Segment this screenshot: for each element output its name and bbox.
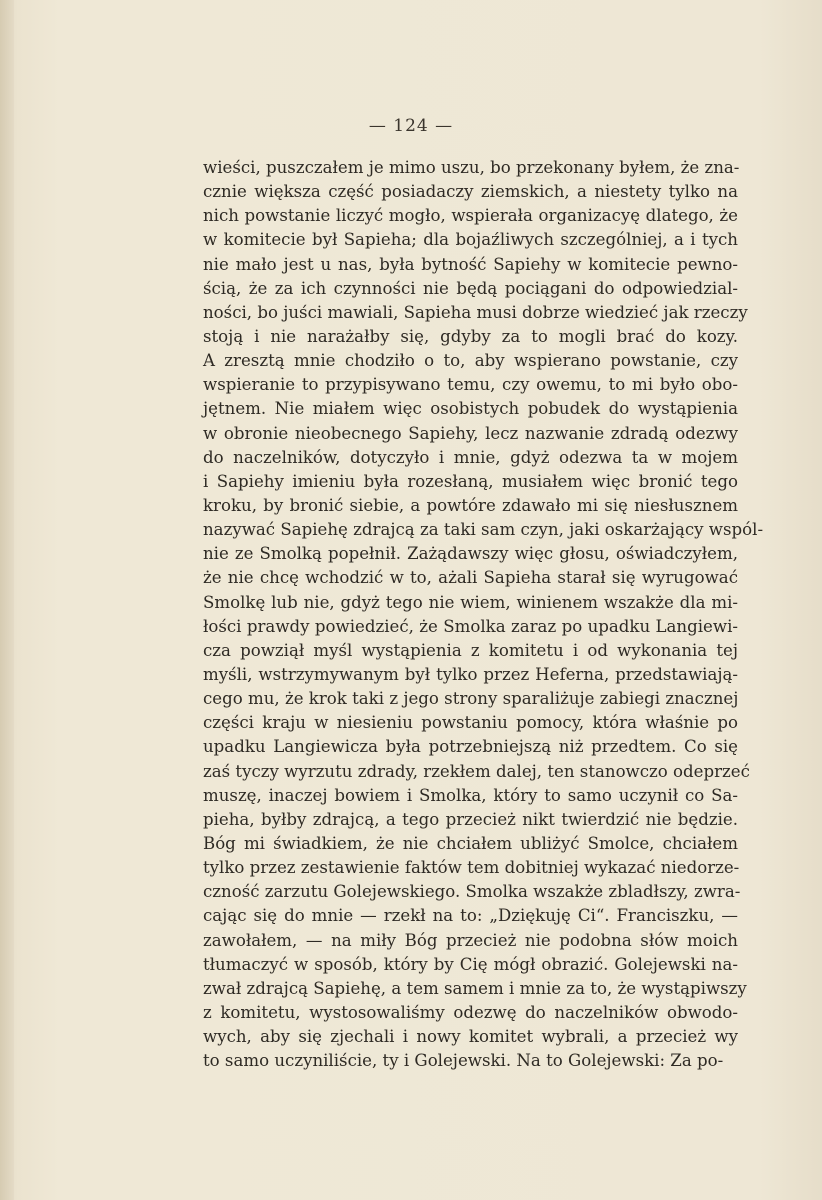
text-line: myśli, wstrzymywanym był tylko przez Heferna, przedstawiają- — [203, 664, 738, 684]
text-line: muszę, inaczej bowiem i Smolka, który to samo uczynił co Sa- — [203, 785, 738, 805]
text-line: tłumaczyć w sposób, który by Cię mógł obrazić. Golejewski na- — [203, 954, 738, 974]
text-line: stoją i nie narażałby się, gdyby za to mogli brać do kozy. — [203, 326, 738, 346]
text-line: zwał zdrajcą Sapiehę, a tem samem i mnie za to, że wystąpiwszy — [203, 978, 747, 998]
page-binding-edge — [0, 0, 14, 1200]
text-line: nie mało jest u nas, była bytność Sapiehy w komitecie pewno- — [203, 254, 738, 274]
text-line: zawołałem, — na miły Bóg przecież nie podobna słów moich — [203, 930, 738, 950]
page-number-header: — 124 — — [368, 116, 454, 136]
text-line: czność zarzutu Golejewskiego. Smolka wszakże zbladłszy, zwra- — [203, 882, 741, 902]
text-line: łości prawdy powiedzieć, że Smolka zaraz po upadku Langiewi- — [203, 616, 738, 636]
text-line: kroku, by bronić siebie, a powtóre zdawało mi się niesłusznem — [203, 495, 738, 515]
text-line: cego mu, że krok taki z jego strony sparaliżuje zabiegi znacznej — [203, 689, 739, 709]
text-line: zaś tyczy wyrzutu zdrady, rzekłem dalej, ten stanowczo odeprzeć — [203, 761, 750, 781]
text-line: i Sapiehy imieniu była rozesłaną, musiałem więc bronić tego — [203, 471, 738, 491]
text-line: ności, bo juści mawiali, Sapieha musi dobrze wiedzieć jak rzeczy — [203, 302, 748, 322]
text-line: cza powziął myśl wystąpienia z komitetu i od wykonania tej — [203, 640, 738, 660]
text-line: jętnem. Nie miałem więc osobistych pobudek do wystąpienia — [203, 399, 738, 419]
text-line: ścią, że za ich czynności nie będą pociągani do odpowiedzial- — [203, 278, 738, 298]
body-text — [203, 156, 764, 1073]
text-line: części kraju w niesieniu powstaniu pomocy, która właśnie po — [203, 713, 738, 733]
text-line: z komitetu, wystosowaliśmy odezwę do naczelników obwodo- — [203, 1002, 738, 1022]
text-line: cając się do mnie — rzekł na to: „Dziękuję Ci“. Franciszku, — — [203, 906, 738, 926]
text-line: pieha, byłby zdrajcą, a tego przecież nikt twierdzić nie będzie. — [203, 809, 738, 829]
text-line: w komitecie był Sapieha; dla bojaźliwych szczególniej, a i tych — [203, 230, 738, 250]
text-line: Smolkę lub nie, gdyż tego nie wiem, winienem wszakże dla mi- — [203, 592, 738, 612]
text-line: do naczelników, dotyczyło i mnie, gdyż odezwa ta w mojem — [203, 447, 738, 467]
text-line: Bóg mi świadkiem, że nie chciałem ubliżyć Smolce, chciałem — [203, 833, 738, 853]
text-line: A zresztą mnie chodziło o to, aby wspierano powstanie, czy — [203, 351, 738, 371]
text-line: że nie chcę wchodzić w to, ażali Sapieha starał się wyrugować — [203, 568, 738, 588]
text-line: upadku Langiewicza była potrzebniejszą niż przedtem. Co się — [203, 737, 738, 757]
text-line: wspieranie to przypisywano temu, czy owemu, to mi było obo- — [203, 375, 738, 395]
text-line: w obronie nieobecnego Sapiehy, lecz nazwanie zdradą odezwy — [203, 423, 738, 443]
text-line: nie ze Smolką popełnił. Zażądawszy więc głosu, oświadczyłem, — [203, 544, 738, 564]
text-line: cznie większa część posiadaczy ziemskich, a niestety tylko na — [203, 182, 738, 202]
text-line: tylko przez zestawienie faktów tem dobitniej wykazać niedorze- — [203, 858, 740, 878]
text-line: nazywać Sapiehę zdrajcą za taki sam czyn, jaki oskarżający wspól- — [203, 520, 764, 540]
text-line: to samo uczyniliście, ty i Golejewski. Na to Golejewski: Za po- — [203, 1051, 724, 1071]
text-line: wych, aby się zjechali i nowy komitet wybrali, a przecież wy — [203, 1027, 738, 1047]
text-line: wieści, puszczałem je mimo uszu, bo przekonany byłem, że zna- — [203, 158, 740, 177]
text-line: nich powstanie liczyć mogło, wspierała organizacyę dlatego, że — [203, 206, 738, 226]
